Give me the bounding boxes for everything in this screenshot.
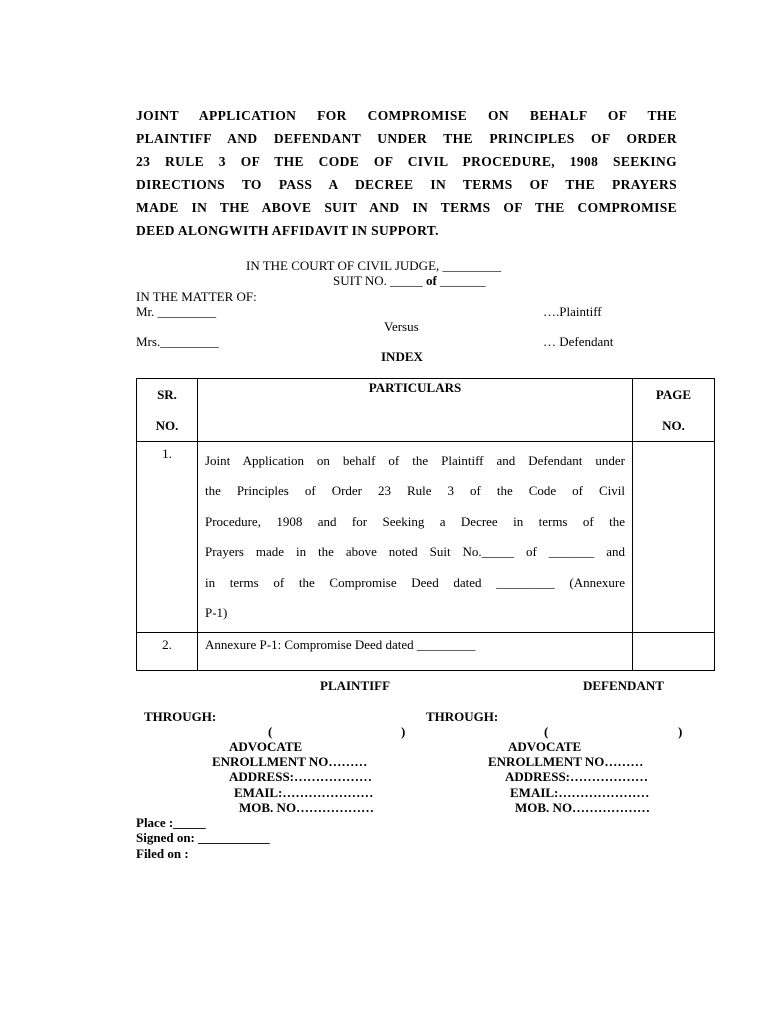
defendant-through: THROUGH: [426, 709, 499, 724]
defendant-address: ADDRESS:……………… [505, 769, 649, 784]
index-title: INDEX [381, 349, 423, 364]
defendant-name: Mrs._________ [136, 334, 219, 349]
page-no-header [633, 379, 715, 442]
suit-number-of: of [425, 273, 437, 288]
heading-line: MADE IN THE ABOVE SUIT AND IN TERMS OF THE COMPROMISE [136, 200, 677, 215]
versus-label: Versus [384, 319, 419, 334]
index-header-row [137, 379, 715, 442]
particulars-line: Annexure P-1: Compromise Deed dated _________ [205, 637, 476, 653]
plaintiff-address: ADDRESS:……………… [229, 769, 373, 784]
particulars-line: the Principles of Order 23 Rule 3 of the Code of Civil [205, 483, 625, 499]
defendant-enrollment: ENROLLMENT NO……… [488, 754, 644, 769]
page-no-cell [633, 442, 715, 633]
signed-on-field: Signed on: ___________ [136, 830, 270, 845]
table-row [137, 442, 715, 633]
particulars-line: Procedure, 1908 and for Seeking a Decree in terms of the [205, 513, 625, 529]
page-header-line2: NO. [662, 418, 685, 433]
heading-line: DEED ALONGWITH AFFIDAVIT IN SUPPORT. [136, 223, 439, 238]
plaintiff-advocate: ADVOCATE [229, 739, 303, 754]
defendant-title: DEFENDANT [583, 678, 664, 693]
plaintiff-name: Mr. _________ [136, 304, 217, 319]
sr-no-cell: 2. [137, 633, 198, 671]
page-no-cell [633, 633, 715, 671]
particulars-line: P-1) [205, 605, 228, 621]
defendant-role: … Defendant [543, 334, 614, 349]
heading-line: 23 RULE 3 OF THE CODE OF CIVIL PROCEDURE, 1908 SEEKING [136, 154, 677, 169]
defendant-paren-close: ) [678, 724, 683, 739]
sr-header-line1: SR. [157, 387, 177, 402]
defendant-email: EMAIL:………………… [510, 785, 650, 800]
plaintiff-role: ….Plaintiff [543, 304, 602, 319]
defendant-advocate: ADVOCATE [508, 739, 582, 754]
page-header-line1: PAGE [655, 387, 692, 402]
plaintiff-email: EMAIL:………………… [234, 785, 374, 800]
plaintiff-paren-open: ( [268, 724, 273, 739]
plaintiff-title: PLAINTIFF [320, 678, 391, 693]
particulars-header [198, 379, 633, 442]
table-row [137, 633, 715, 671]
sr-header-line2: NO. [155, 418, 179, 433]
defendant-paren-open: ( [544, 724, 549, 739]
particulars-line: Prayers made in the above noted Suit No._____ of _______ and [205, 544, 625, 560]
index-table [136, 378, 715, 671]
plaintiff-mob: MOB. NO……………… [239, 800, 375, 815]
particulars-line: in terms of the Compromise Deed dated _________ (Annexure [205, 574, 625, 590]
sr-no-header [137, 379, 198, 442]
sr-no-cell: 1. [137, 442, 198, 633]
heading-line: DIRECTIONS TO PASS A DECREE IN TERMS OF THE PRAYERS [136, 177, 677, 192]
particulars-header-label: PARTICULARS [368, 380, 462, 395]
particulars-cell [198, 633, 633, 671]
plaintiff-through: THROUGH: [144, 709, 217, 724]
suit-number-line [333, 273, 486, 289]
heading-line: PLAINTIFF AND DEFENDANT UNDER THE PRINCIPLES OF ORDER [136, 131, 677, 146]
suit-number-suffix: _______ [436, 273, 486, 288]
place-field: Place :_____ [136, 815, 206, 830]
filed-on-field: Filed on : [136, 846, 189, 861]
court-line: IN THE COURT OF CIVIL JUDGE, _________ [246, 258, 502, 273]
suit-number-prefix: SUIT NO. _____ [333, 273, 426, 288]
particulars-line: Joint Application on behalf of the Plaintiff and Defendant under [205, 453, 625, 468]
plaintiff-enrollment: ENROLLMENT NO……… [212, 754, 368, 769]
particulars-cell [198, 442, 633, 633]
plaintiff-paren-close: ) [401, 724, 406, 739]
defendant-mob: MOB. NO……………… [515, 800, 651, 815]
heading-line: JOINT APPLICATION FOR COMPROMISE ON BEHALF OF THE [136, 108, 677, 123]
matter-label: IN THE MATTER OF: [136, 289, 257, 304]
